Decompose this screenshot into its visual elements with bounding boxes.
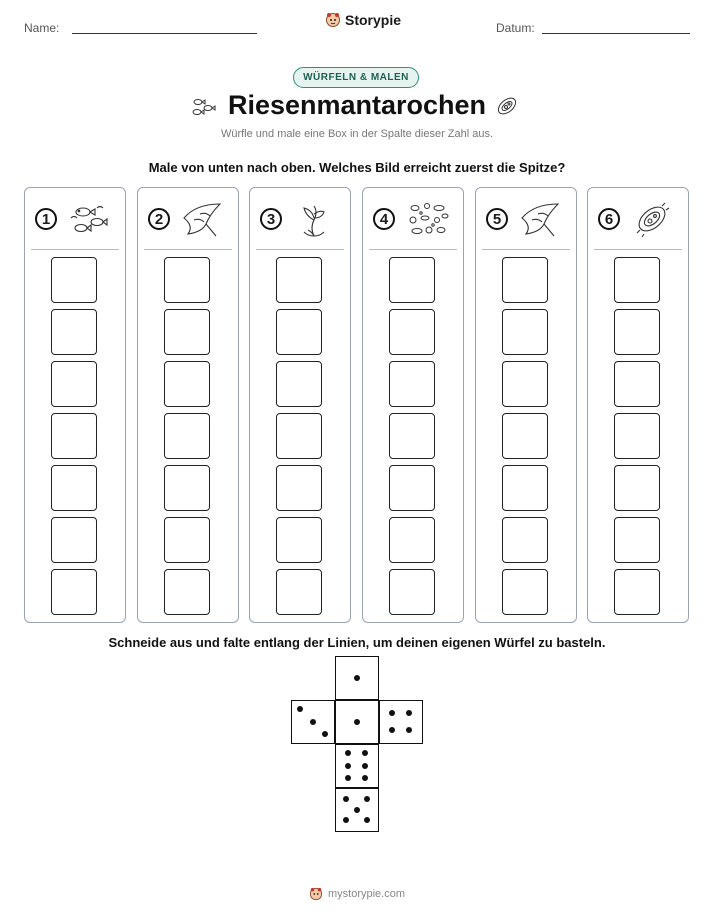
dice-column-1 [24,187,126,623]
color-box[interactable] [164,517,210,563]
game-instruction: Male von unten nach oben. Welches Bild erreicht zuerst die Spitze? [148,160,566,175]
microbe-icon [494,93,520,119]
color-box[interactable] [614,517,660,563]
die-pip [364,796,370,802]
die-pip [406,710,412,716]
color-box[interactable] [51,517,97,563]
die-pip [354,719,360,725]
color-box[interactable] [502,517,548,563]
color-box[interactable] [51,413,97,459]
color-box[interactable] [502,257,548,303]
dice-column-6 [587,187,689,623]
die-pip [364,817,370,823]
color-box[interactable] [276,413,322,459]
color-box[interactable] [502,465,548,511]
color-box[interactable] [502,309,548,355]
color-box[interactable] [614,465,660,511]
color-box[interactable] [502,569,548,615]
die-face-5 [335,788,379,832]
die-face-1 [335,700,379,744]
column-number: 2 [148,208,170,230]
color-box[interactable] [276,465,322,511]
die-pip [354,675,360,681]
die-pip [354,807,360,813]
column-number: 3 [260,208,282,230]
color-box[interactable] [614,309,660,355]
color-box[interactable] [389,465,435,511]
microbe-icon [630,200,676,238]
column-number: 1 [35,208,57,230]
color-box[interactable] [389,257,435,303]
dice-column-2 [137,187,239,623]
color-box[interactable] [276,361,322,407]
column-divider [31,249,119,250]
color-box[interactable] [51,257,97,303]
color-box[interactable] [164,569,210,615]
footer [0,887,714,901]
color-box[interactable] [389,413,435,459]
color-box[interactable] [502,413,548,459]
die-pip [389,710,395,716]
dice-column-5 [475,187,577,623]
name-line[interactable] [72,33,257,34]
color-box[interactable] [276,257,322,303]
page-title: Riesenmantarochen [227,90,487,120]
die-pip [343,817,349,823]
die-pip [362,763,368,769]
die-pip [345,763,351,769]
color-box[interactable] [389,309,435,355]
color-box[interactable] [614,413,660,459]
name-label: Name: [24,21,60,35]
die-pip [345,775,351,781]
color-box[interactable] [389,361,435,407]
column-divider [482,249,570,250]
date-line[interactable] [542,33,690,34]
die-pip [310,719,316,725]
dice-column-4 [362,187,464,623]
cut-instruction: Schneide aus und falte entlang der Linien, um deinen eigenen Würfel zu basteln. [108,635,606,650]
color-box[interactable] [276,569,322,615]
activity-badge: WÜRFELN & MALEN [293,67,419,88]
column-divider [594,249,682,250]
seaweed-icon [292,200,338,238]
pie-mascot-icon [325,12,341,28]
color-box[interactable] [614,257,660,303]
column-number: 4 [373,208,395,230]
brand-name: Storypie [345,12,402,28]
color-box[interactable] [389,569,435,615]
die-pip [345,750,351,756]
column-number: 5 [486,208,508,230]
die-pip [297,706,303,712]
color-box[interactable] [51,465,97,511]
die-face-6 [335,744,379,788]
column-divider [256,249,344,250]
die-pip [406,727,412,733]
die-pip [362,750,368,756]
page-subtitle: Würfle und male eine Box in der Spalte dieser Zahl aus. [220,128,494,140]
plankton-icon [405,200,451,238]
color-box[interactable] [164,361,210,407]
manta-ray-icon [518,200,564,238]
die-face-3 [291,700,335,744]
color-box[interactable] [276,309,322,355]
die-pip [343,796,349,802]
color-box[interactable] [389,517,435,563]
column-number: 6 [598,208,620,230]
color-box[interactable] [614,569,660,615]
manta-ray-icon [180,200,226,238]
color-box[interactable] [164,309,210,355]
color-box[interactable] [51,569,97,615]
color-box[interactable] [164,257,210,303]
color-box[interactable] [164,413,210,459]
die-face-1 [335,656,379,700]
die-face-4 [379,700,423,744]
pie-mascot-icon [309,887,323,901]
column-divider [144,249,232,250]
color-box[interactable] [276,517,322,563]
color-box[interactable] [51,361,97,407]
column-divider [369,249,457,250]
color-box[interactable] [51,309,97,355]
die-pip [322,731,328,737]
brand-logo [325,12,401,28]
dice-column-3 [249,187,351,623]
footer-url[interactable]: mystorypie.com [327,888,406,900]
die-pip [389,727,395,733]
color-box[interactable] [502,361,548,407]
color-box[interactable] [614,361,660,407]
fish-school-icon [67,200,113,238]
die-pip [362,775,368,781]
color-box[interactable] [164,465,210,511]
date-label: Datum: [496,21,535,35]
